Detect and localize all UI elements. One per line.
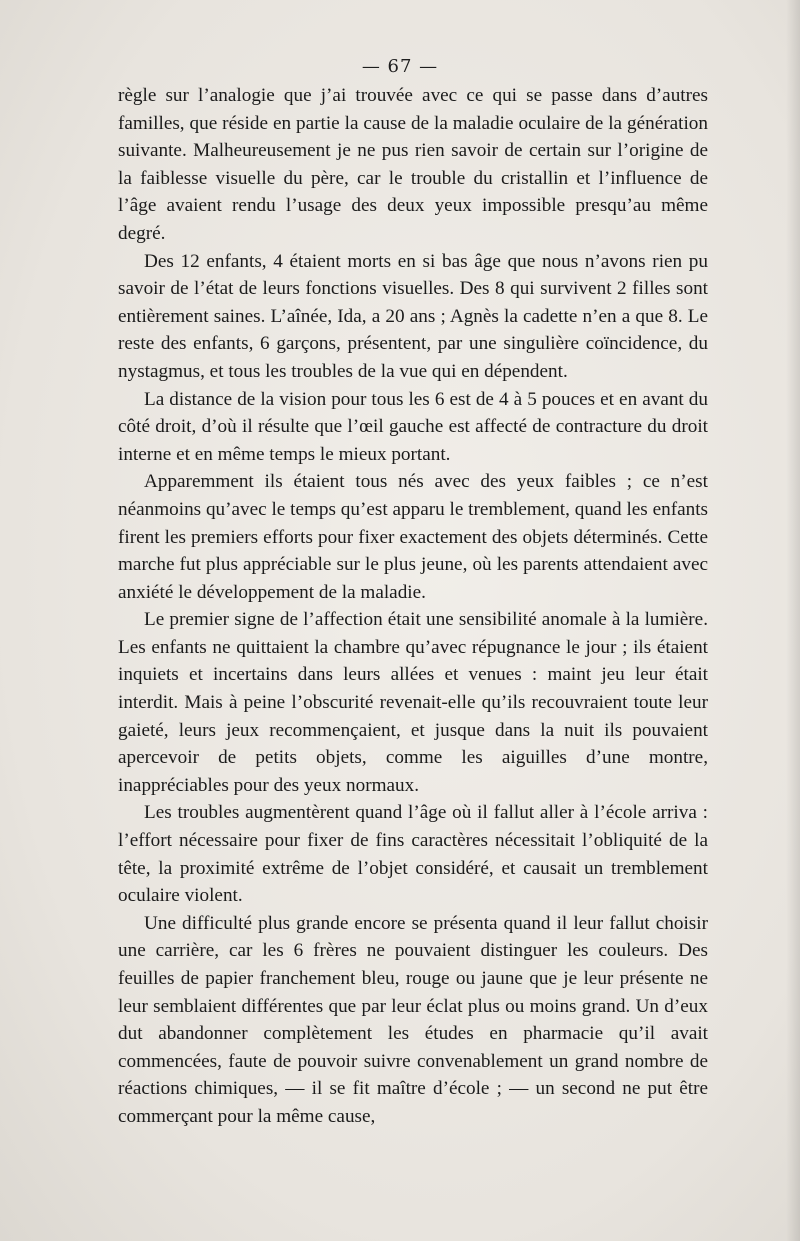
paragraph-7: Une difficulté plus grande encore se présenta quand il leur fallut choisir une carrière, car les 6 frères ne pouvaient distinguer les couleurs. Des feuilles de papier franchement bleu, rouge ou jaune que je leur présente ne leur semblaient différentes que par leur éclat plus ou moins grand. Un d’eux dut abandonner complètement les études en pharmacie qu’il avait commencées, faute de pouvoir suivre convenablement un grand nombre de réactions chimiques, — il se fit maître d’école ; — un second ne put être commerçant pour la même cause, <box>118 912 708 1127</box>
paragraph-2: Des 12 enfants, 4 étaient morts en si bas âge que nous n’avons rien pu savoir de l’état de leurs fonctions visuelles. Des 8 qui survivent 2 filles sont entièrement saines. L’aînée, Ida, a 20 ans ; Agnès la cadette n’en a que 8. Le reste des enfants, 6 garçons, présentent, par une singulière coïncidence, du nystagmus, et tous les troubles de la vue qui en dépendent. <box>118 250 708 382</box>
body-text <box>118 82 708 1131</box>
paragraph-1: règle sur l’analogie que j’ai trouvée avec ce qui se passe dans d’autres familles, que réside en partie la cause de la maladie oculaire de la génération suivante. Malheureusement je ne pus rien savoir de certain sur l’origine de la faiblesse visuelle du père, car le trouble du cristallin et l’influence de l’âge avaient rendu l’usage des deux yeux impossible presqu’au même degré. <box>118 85 708 244</box>
paragraph-5: Le premier signe de l’affection était une sensibilité anomale à la lumière. Les enfants ne quittaient la chambre qu’avec répugnance le jour ; ils étaient inquiets et incertains dans leurs allées et venues : maint jeu leur était interdit. Mais à peine l’obscurité revenait-elle qu’ils recouvraient toute leur gaieté, leurs jeux recommençaient, et jusque dans la nuit ils pouvaient apercevoir de petits objets, comme les aiguilles d’une montre, inappréciables pour des yeux normaux. <box>118 609 708 796</box>
page-number: — 67 — <box>361 56 439 77</box>
paragraph-4: Apparemment ils étaient tous nés avec des yeux faibles ; ce n’est néanmoins qu’avec le temps qu’est apparu le tremblement, quand les enfants firent les premiers efforts pour fixer exactement des objets déterminés. Cette marche fut plus appréciable sur le plus jeune, où les parents attendaient avec anxiété le développement de la maladie. <box>118 471 708 603</box>
paragraph-3: La distance de la vision pour tous les 6 est de 4 à 5 pouces et en avant du côté droit, d’où il résulte que l’œil gauche est affecté de contracture du droit interne et en même temps le mieux portant. <box>118 388 708 465</box>
page-edge-shadow <box>786 0 800 1241</box>
paragraph-6: Les troubles augmentèrent quand l’âge où il fallut aller à l’école arriva : l’effort nécessaire pour fixer de fins caractères nécessitait l’obliquité de la tête, la proximité extrême de l’objet considéré, et causait un tremblement oculaire violent. <box>118 802 708 907</box>
